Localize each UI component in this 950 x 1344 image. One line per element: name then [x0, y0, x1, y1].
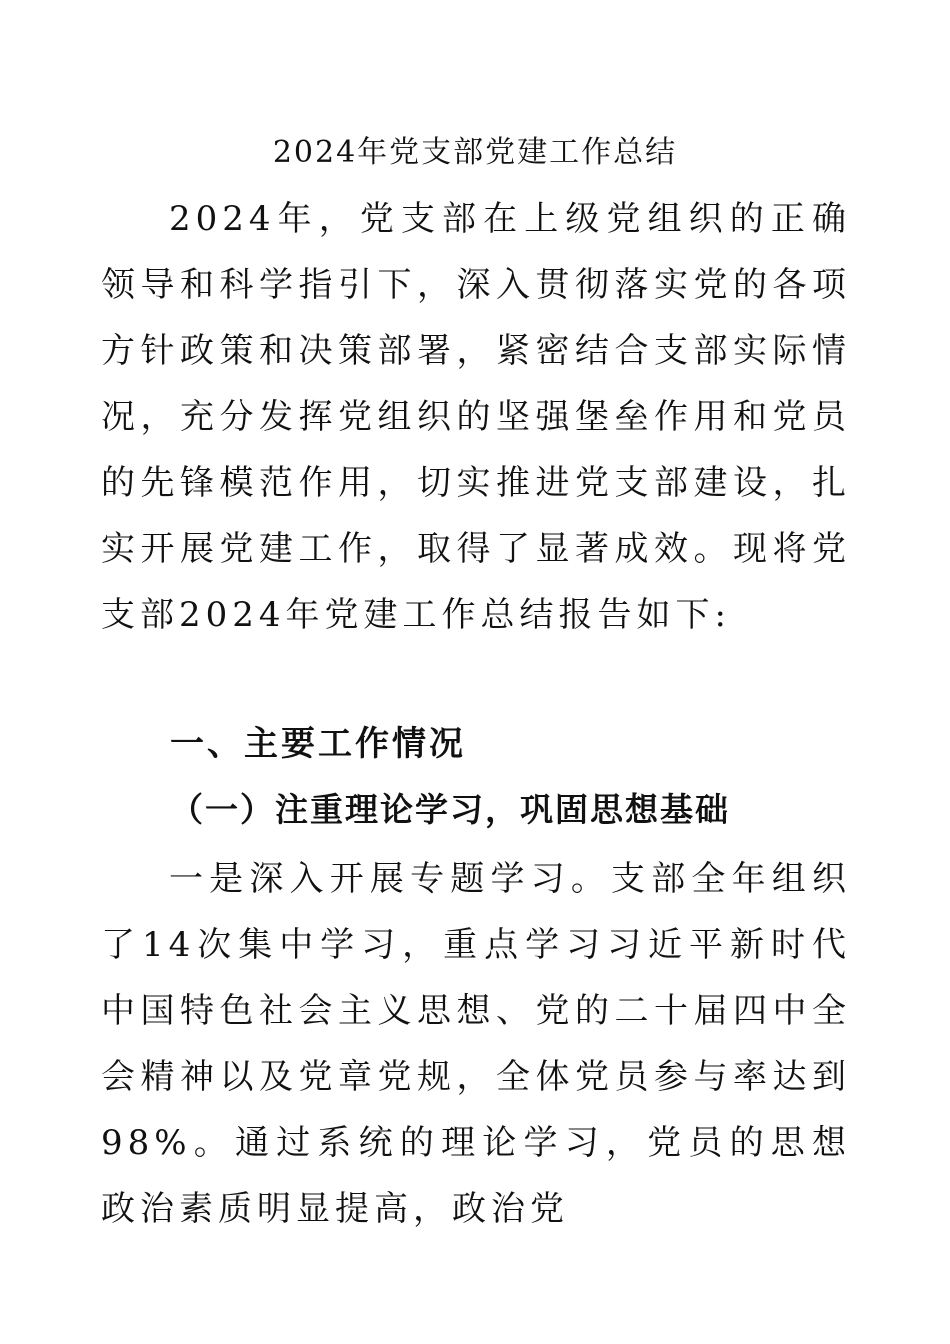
study-paragraph: 一是深入开展专题学习。支部全年组织了14次集中学习，重点学习习近平新时代中国特色社会主义思想、党的二十届四中全会精神以及党章党规，全体党员参与率达到98%。通过系统的理论学习，党员的思想政治素质明显提高，政治党: [101, 859, 851, 1229]
intro-paragraph: 2024年，党支部在上级党组织的正确领导和科学指引下，深入贯彻落实党的各项方针政策和决策部署，紧密结合支部实际情况，充分发挥党组织的坚强堡垒作用和党员的先锋模范作用，切实推进党支部建设，扎实开展党建工作，取得了显著成效。现将党支部2024年党建工作总结报告如下:: [101, 199, 851, 635]
subsection-heading: （一）注重理论学习，巩固思想基础: [170, 790, 730, 829]
section-heading: 一、主要工作情况: [170, 724, 466, 764]
document-title: 2024年党支部党建工作总结: [272, 135, 678, 170]
